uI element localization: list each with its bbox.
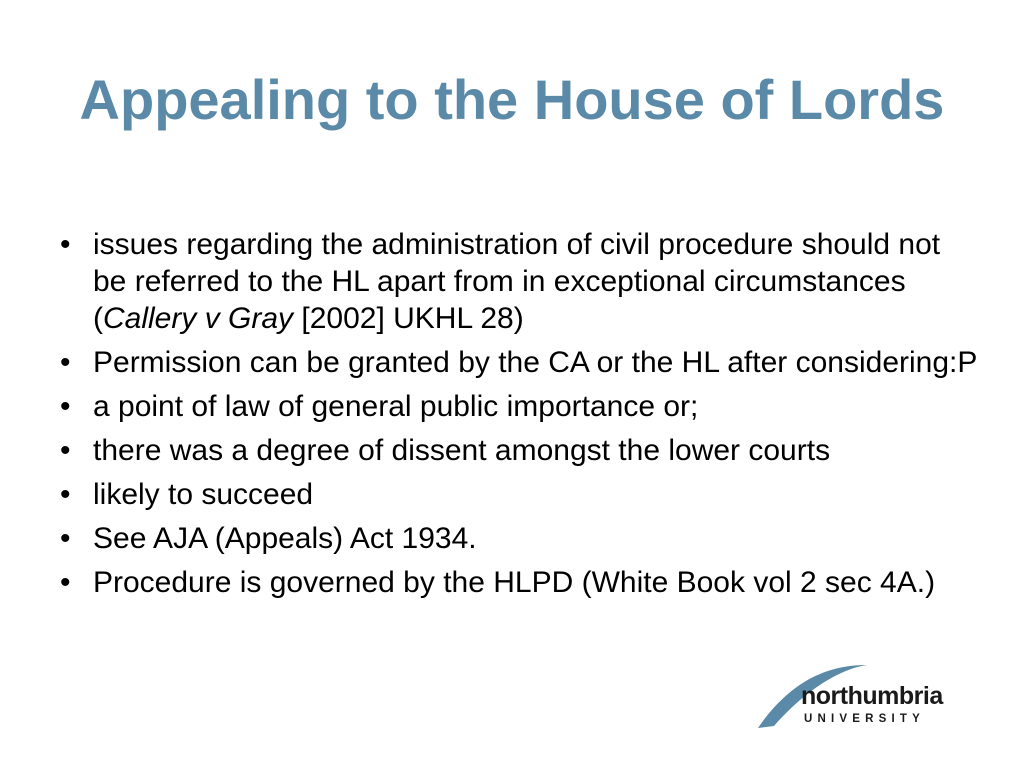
case-name: Callery v Gray [103,302,294,335]
bullet-marker: • [60,228,71,261]
bullet-text: Procedure is governed by the HLPD (White Book vol 2 sec 4A.) [93,566,936,599]
bullet-item [60,432,980,469]
case-citation: [2002] UKHL 28) [293,302,524,335]
bullet-text: a point of law of general public importance or; [93,390,699,423]
bullet-item [60,520,980,557]
bullet-marker: • [60,522,71,555]
bullet-text: issues regarding the administration of civil procedure should not be referred to the HL apart from in exceptional circumstances ( [93,228,941,335]
bullet-text: likely to succeed [93,478,314,511]
bullet-marker: • [60,346,71,379]
slide-title: Appealing to the House of Lords [79,68,945,131]
logo-subtitle: UNIVERSITY [804,713,926,725]
bullet-item [60,388,980,425]
bullet-item [60,226,980,337]
bullet-text: there was a degree of dissent amongst the lower courts [93,434,831,467]
bullet-text: Permission can be granted by the CA or the HL after considering:P [93,346,978,379]
bullet-item [60,476,980,513]
bullet-list [60,226,980,608]
bullet-item [60,344,980,381]
bullet-marker: • [60,390,71,423]
bullet-marker: • [60,434,71,467]
university-logo [752,656,964,736]
bullet-marker: • [60,478,71,511]
bullet-marker: • [60,566,71,599]
bullet-text: See AJA (Appeals) Act 1934. [93,522,477,555]
bullet-item [60,564,980,601]
logo-wordmark: northumbria [801,682,943,710]
